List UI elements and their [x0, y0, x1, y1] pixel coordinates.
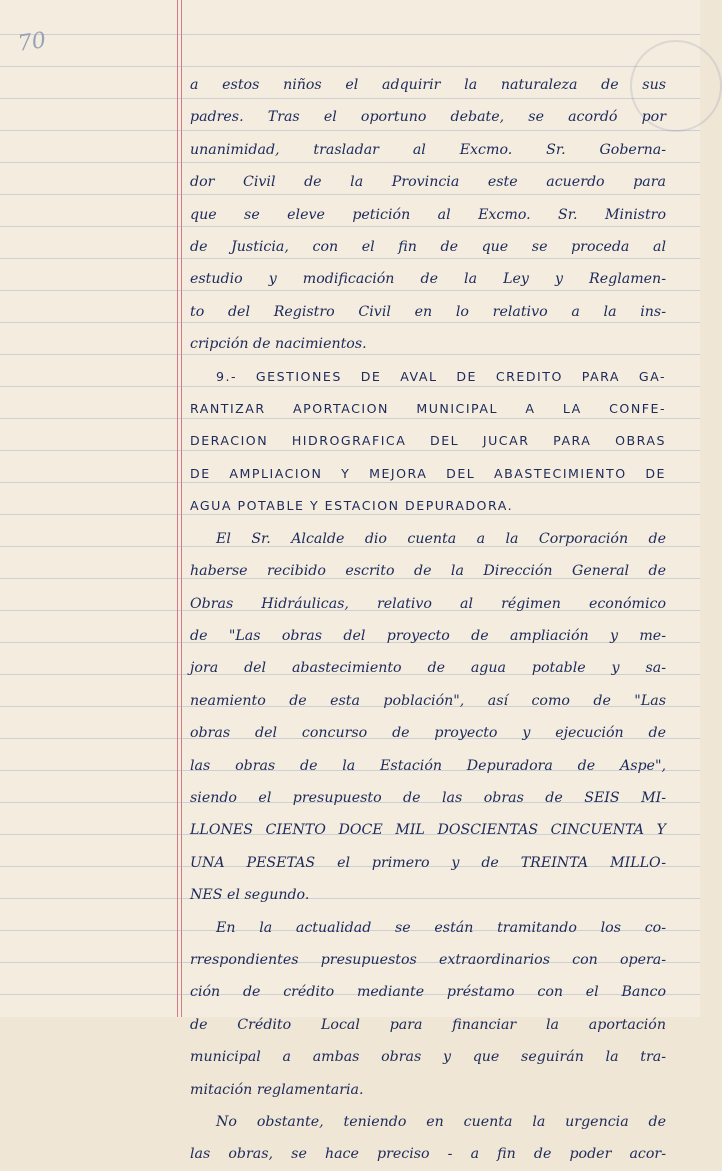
text-line: de "Las obras del proyecto de ampliación y me- — [190, 627, 666, 644]
text-line: Obras Hidráulicas, relativo al régimen económico — [190, 595, 666, 612]
text-line: obras del concurso de proyecto y ejecución de — [190, 725, 666, 742]
text-line: NES el segundo. — [190, 887, 310, 904]
text-line: a estos niños el adquirir la naturaleza de sus — [190, 77, 666, 93]
text-line: estudio y modificación de la Ley y Reglamen- — [190, 271, 666, 288]
text-line: que se eleve petición al Excmo. Sr. Ministro — [190, 206, 666, 223]
text-line: No obstante, teniendo en cuenta la urgencia de — [216, 1114, 666, 1130]
text-line: unanimidad, trasladar al Excmo. Sr. Goberna- — [190, 141, 666, 158]
text-line: El Sr. Alcalde dio cuenta a la Corporación de — [216, 530, 666, 547]
text-line: de Justicia, con el fin de que se proceda al — [190, 239, 666, 256]
text-line: UNA PESETAS el primero y de TREINTA MILLO- — [190, 854, 666, 871]
text-line: municipal a ambas obras y que seguirán la tra- — [190, 1049, 666, 1066]
text-line: ción de crédito mediante préstamo con el Banco — [190, 984, 666, 1001]
text-line: de Crédito Local para financiar la aportación — [190, 1016, 666, 1033]
text-line: padres. Tras el oportuno debate, se acordó por — [190, 109, 666, 126]
text-line: neamiento de esta población", así como de "Las — [190, 692, 666, 709]
text-line: mitación reglamentaria. — [190, 1081, 364, 1098]
text-line: haberse recibido escrito de la Dirección General de — [190, 563, 666, 580]
text-line: las obras, se hace preciso - a fin de poder acor- — [190, 1146, 666, 1163]
margin-line — [177, 0, 178, 1017]
text-line: dor Civil de la Provincia este acuerdo para — [190, 174, 666, 191]
page-number: 70 — [16, 28, 48, 57]
text-line: las obras de la Estación Depuradora de Aspe", — [190, 757, 666, 774]
text-line: LLONES CIENTO DOCE MIL DOSCIENTAS CINCUENTA Y — [190, 822, 666, 839]
text-line: cripción de nacimientos. — [190, 336, 367, 353]
handwritten-text-block — [190, 69, 666, 1171]
text-line: 9.- GESTIONES DE AVAL DE CREDITO PARA GA- — [216, 368, 666, 384]
text-line: DERACION HIDROGRAFICA DEL JUCAR PARA OBRAS — [190, 433, 666, 449]
text-line: DE AMPLIACION Y MEJORA DEL ABASTECIMIENTO DE — [190, 465, 666, 481]
text-line: jora del abastecimiento de agua potable y sa- — [190, 660, 666, 677]
text-line: rrespondientes presupuestos extraordinarios con opera- — [190, 951, 666, 968]
text-line: to del Registro Civil en lo relativo a la ins- — [190, 303, 666, 320]
text-line: AGUA POTABLE Y ESTACION DEPURADORA. — [190, 498, 514, 514]
text-line: En la actualidad se están tramitando los co- — [216, 919, 666, 936]
margin-line — [181, 0, 182, 1017]
text-line: siendo el presupuesto de las obras de SEIS MI- — [190, 789, 666, 806]
text-line: RANTIZAR APORTACION MUNICIPAL A LA CONFE- — [190, 401, 666, 417]
